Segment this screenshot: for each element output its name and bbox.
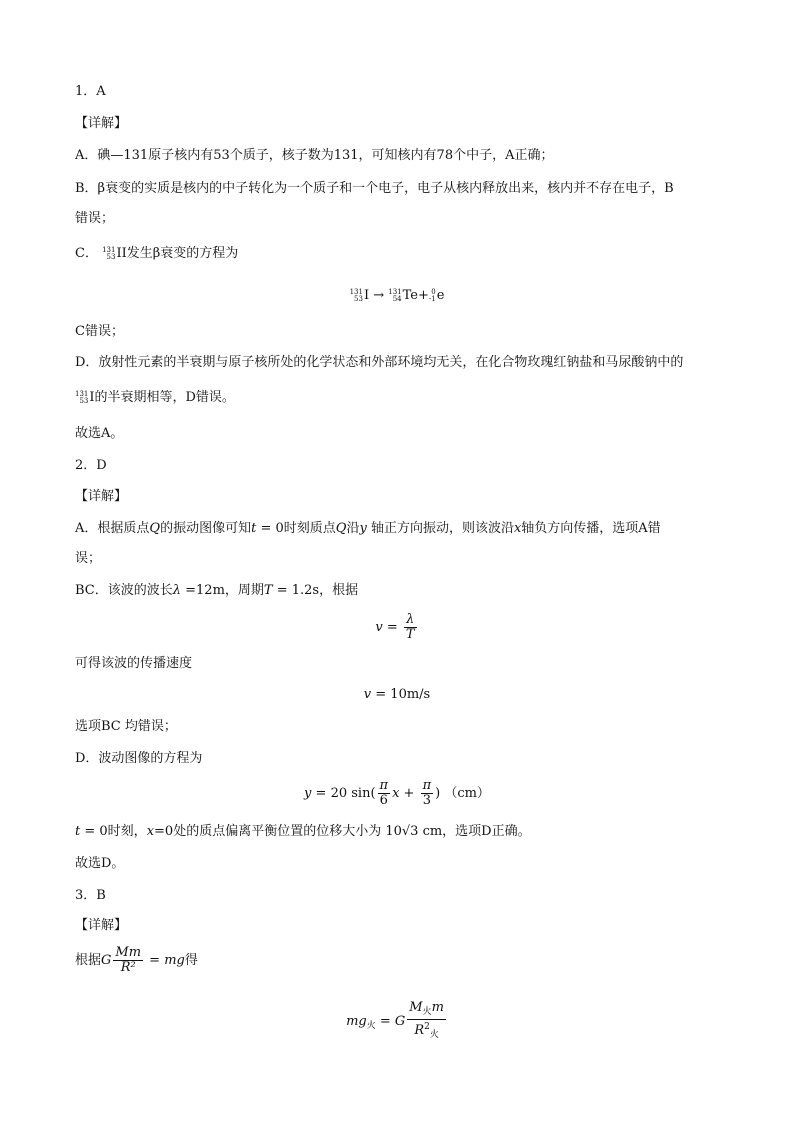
q1-option-c: C． 131 53 II发生β衰变的方程为 <box>75 245 239 261</box>
q1-c-conclusion: C错误； <box>75 324 124 339</box>
q2-option-a-line2: 误； <box>75 551 102 566</box>
q2-detail-heading: 【详解】 <box>75 489 128 504</box>
q2-option-a-line1: A．根据质点Q的振动图像可知t = 0时刻质点Q沿y 轴正方向振动，则该波沿x轴负方向传播，选项A错 <box>75 521 661 536</box>
q1-conclusion: 故选A。 <box>75 426 124 441</box>
q2-formula-speed: v = $\frac{\lambda}{T}$ <box>375 612 415 642</box>
q1-decay-equation: 131 53 I → 131 54 Te+ 0 -1 e <box>349 287 445 303</box>
q3-detail-heading: 【详解】 <box>75 918 128 933</box>
q2-wave-equation: y = 20 sin( $\frac{\pi}{6}$ x + $\frac{\pi}{3}$ ) （cm） <box>304 778 490 808</box>
q2-displacement: t = 0时刻，x=0处的质点偏离平衡位置的位移大小为 10√3 cm，选项D正确。 <box>75 824 531 839</box>
q1-option-b-line1: B．β衰变的实质是核内的中子转化为一个质子和一个电子，电子从核内释放出来，核内并不存在电子，B <box>75 181 674 196</box>
q1-answer: 1．A <box>75 84 106 99</box>
q2-option-bc: BC．该波的波长λ =12m，周期T = 1.2s，根据 <box>75 583 359 598</box>
q3-gravity-relation: 根据G $\frac{Mm}{\text{R²}}$ = mg得 <box>75 945 198 975</box>
q2-formula-speed-value: v = 10m/s <box>363 687 431 702</box>
q2-option-d: D．波动图像的方程为 <box>75 751 203 766</box>
q2-bc-conclusion: 选项BC 均错误； <box>75 719 177 734</box>
q2-answer: 2．D <box>75 458 107 473</box>
q3-answer: 3．B <box>75 888 106 903</box>
q1-option-a: A．碘—131原子核内有53个质子，核子数为131，可知核内有78个中子，A正确； <box>75 148 554 163</box>
q1-detail-heading: 【详解】 <box>75 116 128 131</box>
q1-option-d-line2: 131 53 I的半衰期相等，D错误。 <box>75 389 235 405</box>
q1-option-d-line1: D．放射性元素的半衰期与原子核所处的化学状态和外部环境均无关，在化合物玫瑰红钠盐和马尿酸钠中的 <box>75 355 684 370</box>
q2-speed-text: 可得该波的传播速度 <box>75 656 193 671</box>
q3-mars-gravity-equation: $mg_火 = G$ $\frac{M_火m}{R^2_火}$ <box>346 1000 444 1040</box>
q1-c-label: C． <box>75 246 98 261</box>
q1-option-b-line2: 错误； <box>75 211 115 226</box>
q2-conclusion: 故选D。 <box>75 856 125 871</box>
q1-c-text: I发生β衰变的方程为 <box>121 246 239 261</box>
nuclide-i131: 131 53 <box>102 245 116 261</box>
